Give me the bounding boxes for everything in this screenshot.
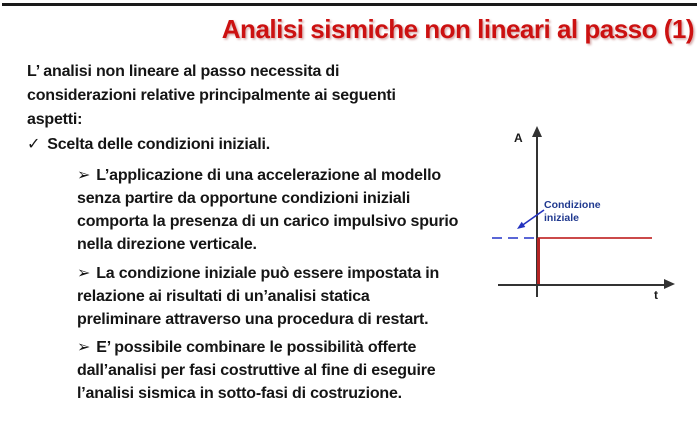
acceleration-step-line: [537, 238, 540, 284]
arrow-bullet-2: [77, 262, 439, 331]
text-line: senza partire da opportune condizioni iniziali: [77, 190, 411, 207]
arrow-bullet-3: [77, 336, 435, 405]
checkmark-bullet-text: Scelta delle condizioni iniziali.: [47, 136, 271, 153]
text-line: comporta la presenza di un carico impulsivo spurio: [77, 213, 459, 230]
annotation-line: Condizione: [544, 199, 601, 211]
text-line: l’analisi sismica in sotto-fasi di costruzione.: [77, 385, 402, 402]
text-line: relazione ai risultati di un’analisi statica: [77, 288, 370, 305]
initial-condition-annotation: [544, 199, 601, 225]
text-line: nella direzione verticale.: [77, 236, 257, 253]
arrowhead-bullet-icon: ➢: [77, 167, 91, 184]
text-line: considerazioni relative principalmente ai seguenti: [27, 87, 396, 104]
annotation-arrow-icon: [506, 202, 548, 234]
annotation-line: iniziale: [544, 212, 580, 224]
initial-condition-diagram: [480, 118, 695, 313]
y-axis-label: A: [514, 131, 523, 145]
text-line: [77, 336, 435, 359]
text-line: L’ analisi non lineare al passo necessita di: [27, 63, 340, 80]
intro-paragraph: [27, 60, 396, 132]
x-axis-label: t: [654, 288, 658, 302]
checkmark-icon: ✓: [27, 136, 41, 153]
x-axis-arrowhead-icon: [664, 279, 675, 289]
arrowhead-bullet-icon: ➢: [77, 265, 91, 282]
bullet-text: La condizione iniziale può essere impostata in: [96, 265, 440, 282]
checkmark-bullet: [27, 133, 270, 157]
arrowhead-bullet-icon: ➢: [77, 339, 91, 356]
text-line: aspetti:: [27, 111, 83, 128]
acceleration-level-line: [538, 237, 652, 239]
bullet-text: E’ possibile combinare le possibilità offerte: [96, 339, 417, 356]
text-line: [77, 164, 458, 187]
bullet-text: L’applicazione di una accelerazione al modello: [96, 167, 441, 184]
x-axis-line: [498, 284, 664, 286]
y-axis-arrowhead-icon: [532, 126, 542, 137]
arrow-bullet-1: [77, 164, 458, 256]
top-divider-line: [2, 3, 697, 6]
slide-title: Analisi sismiche non lineari al passo (1): [221, 14, 694, 44]
text-line: preliminare attraverso una procedura di restart.: [77, 311, 429, 328]
text-line: [77, 262, 439, 285]
initial-condition-dashed-line: [492, 237, 537, 239]
text-line: dall’analisi per fasi costruttive al fine di eseguire: [77, 362, 436, 379]
